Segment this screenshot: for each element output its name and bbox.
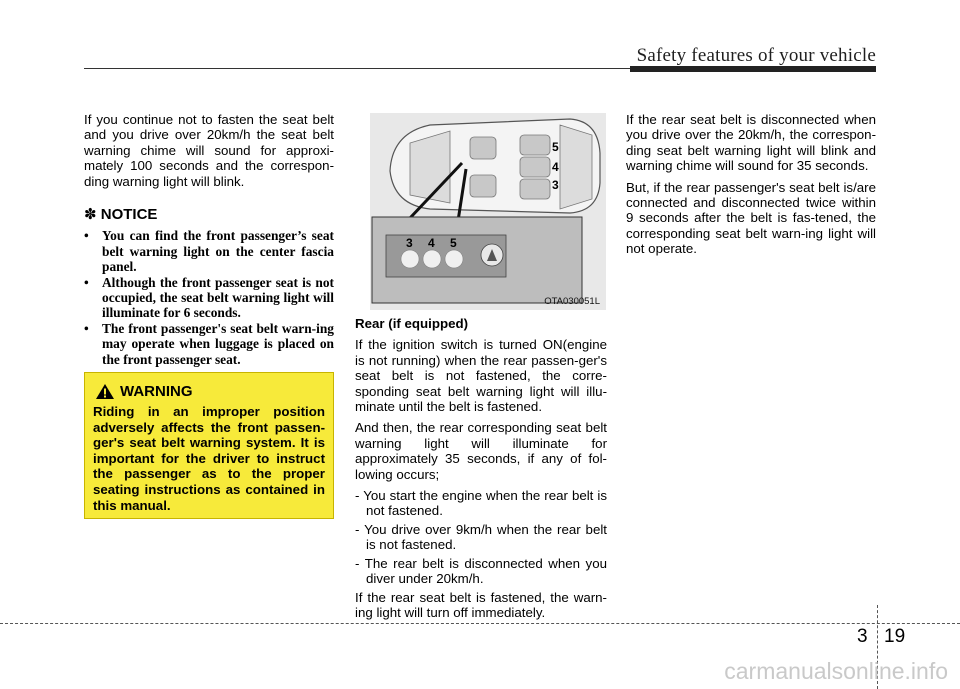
warning-heading: [95, 383, 325, 400]
left-column: [84, 112, 334, 367]
notice-item-text: The front passenger's seat belt warn-ing may operate when luggage is placed on the front passenger seat.: [102, 320, 334, 367]
notice-item: [84, 228, 334, 274]
rear-paragraph-3: If the rear seat belt is fastened, the warn-ing light will turn off immediately.: [355, 589, 607, 620]
notice-heading: [84, 207, 334, 222]
rear-heading: Rear (if equipped): [355, 316, 469, 331]
figure-code: OTA030051L: [544, 296, 600, 307]
bullet-icon: •: [84, 274, 89, 290]
chapter-number: 3: [857, 626, 868, 647]
right-paragraph-1: If the rear seat belt is disconnected when you drive over the 20km/h, the correspon-ding seat belt warning light will blink and warning chime will sound for 35 seconds.: [626, 112, 876, 174]
notice-title: NOTICE: [100, 206, 158, 224]
warning-triangle-icon: [95, 383, 115, 400]
condition-item: - You start the engine when the rear belt is not fastened.: [355, 488, 607, 519]
car-seat-diagram: [370, 113, 606, 310]
seat-number-label: 5: [552, 140, 559, 154]
right-paragraph-2: But, if the rear passenger's seat belt is/are connected and disconnected twice within 9 seconds after the belt is fas-tened, the corresponding seat belt warn-ing light will not operate.: [626, 179, 876, 257]
warning-box: [84, 372, 334, 519]
seat-belt-figure: [370, 113, 606, 310]
condition-item: - The rear belt is disconnected when you diver under 20km/h.: [355, 555, 607, 587]
notice-item: [84, 321, 334, 367]
notice-star-icon: ✽: [84, 206, 97, 224]
notice-list: [84, 228, 334, 367]
page-number: 19: [884, 626, 906, 647]
warning-text: Riding in an improper position adversely affects the front passen-ger's seat belt warning system. It is important for the driver to instruct the passenger as to the proper seating instructions as contained in this manual.: [93, 404, 325, 513]
rear-paragraph-2: And then, the rear corresponding seat belt warning light will illuminate for approximately 35 seconds, if any of fol-lowing occurs;: [355, 420, 607, 482]
right-column: [626, 112, 876, 263]
header-bar: [630, 66, 876, 72]
panel-number-label: 3: [406, 236, 413, 250]
condition-item: - You drive over 9km/h when the rear belt is not fastened.: [355, 521, 607, 553]
bullet-icon: •: [84, 320, 89, 336]
notice-item-text: Although the front passenger seat is not occupied, the seat belt warning light will illuminate for 6 seconds.: [102, 274, 334, 321]
page-header-title: Safety features of your vehicle: [636, 45, 876, 66]
warning-title: WARNING: [120, 383, 193, 400]
seat-number-label: 3: [552, 178, 559, 192]
panel-number-label: 5: [450, 236, 457, 250]
intro-paragraph: If you continue not to fasten the seat belt and you drive over 20km/h the seat belt warning chime will sound for approxi-mately 100 seconds and the correspon-ding warning light will blink.: [84, 112, 334, 189]
watermark: carmanualsonline.info: [724, 658, 948, 684]
panel-number-label: 4: [428, 236, 435, 250]
footer-rule: [0, 623, 960, 624]
bullet-icon: •: [84, 228, 89, 244]
middle-column: [355, 316, 607, 626]
seat-number-label: 4: [552, 160, 559, 174]
rear-paragraph-1: If the ignition switch is turned ON(engine is not running) when the rear passen-ger's seat belt is not fastened, the corre-sponding seat belt warning light will illu-minate until the belt is fastened.: [355, 337, 607, 415]
notice-item-text: You can find the front passenger’s seat belt warning light on the center fascia panel.: [102, 228, 334, 275]
notice-item: [84, 275, 334, 321]
